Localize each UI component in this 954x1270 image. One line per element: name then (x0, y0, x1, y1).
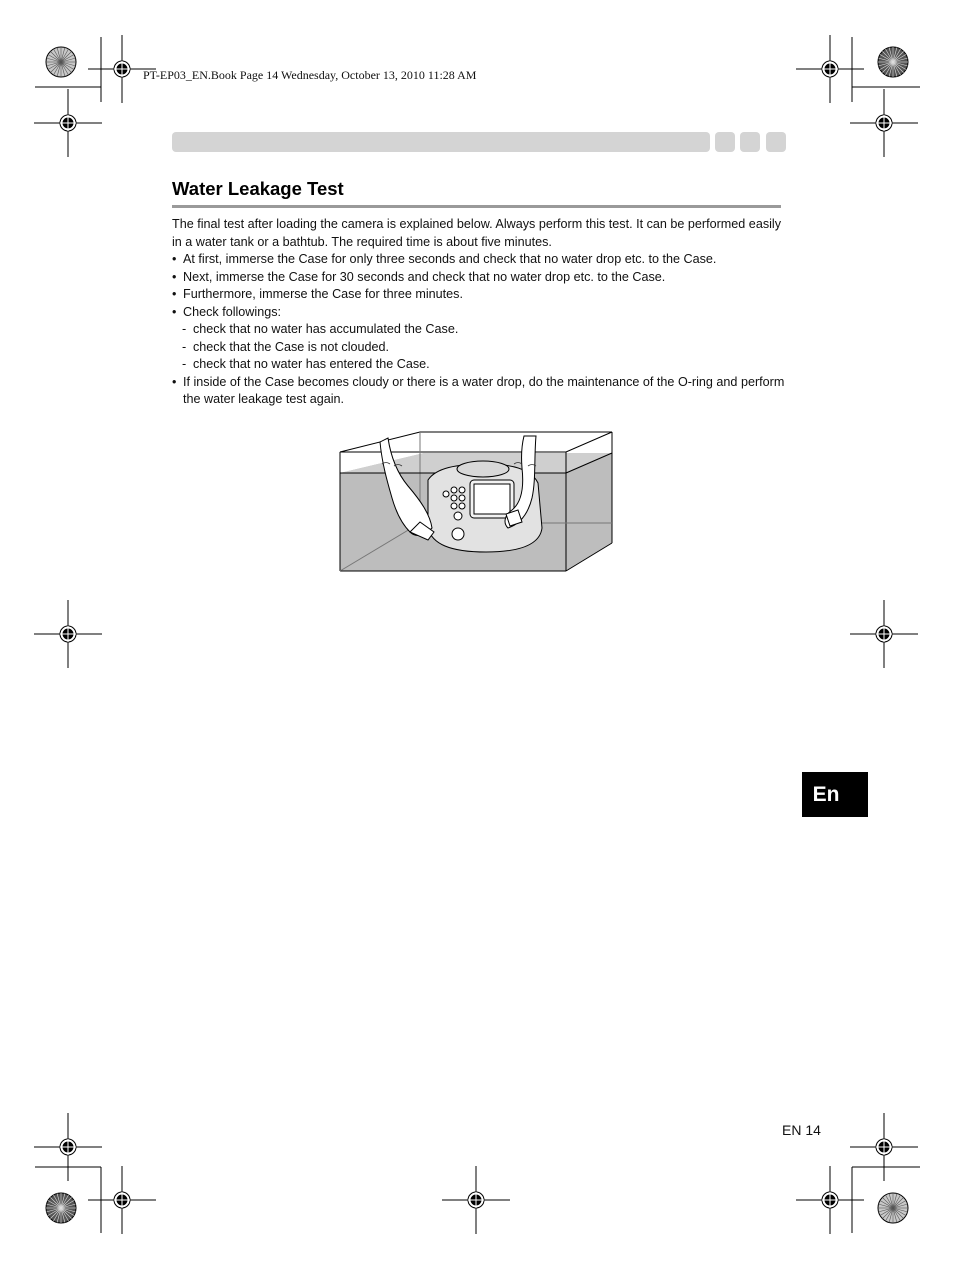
header-band-tab-2 (740, 132, 760, 152)
dash: - (182, 339, 187, 354)
check-text: check that no water has accumulated the Case. (193, 322, 459, 336)
registration-mark (34, 1113, 102, 1181)
bullet: • (172, 304, 177, 319)
sub-list-item (172, 321, 792, 339)
registration-mark (34, 89, 102, 157)
check-text: check that the Case is not clouded. (193, 339, 390, 354)
print-header: PT-EP03_EN.Book Page 14 Wednesday, October 13, 2010 11:28 AM (143, 68, 477, 82)
header-band-tab-3 (766, 132, 786, 152)
print-rosette (878, 1193, 908, 1223)
registration-mark (34, 600, 102, 668)
sub-list-item (172, 339, 792, 357)
body-text (172, 216, 792, 409)
page-number: EN 14 (782, 1122, 821, 1138)
registration-mark (796, 35, 864, 103)
registration-mark (88, 1166, 156, 1234)
list-item (172, 286, 792, 304)
list-item (172, 251, 792, 269)
step-text: At first, immerse the Case for only three seconds and check that no water drop etc. to the Case. (183, 252, 717, 266)
print-rosette (878, 47, 908, 77)
registration-mark (796, 1166, 864, 1234)
section-title: Water Leakage Test (172, 178, 344, 199)
step-text: If inside of the Case becomes cloudy or there is a water drop, do the maintenance of the O-ring and perform the water leakage test again. (183, 374, 785, 406)
registration-mark (850, 1113, 918, 1181)
bullet: • (172, 374, 177, 389)
step-text: Check followings: (183, 304, 281, 319)
header-band-tab-1 (715, 132, 735, 152)
bullet: • (172, 287, 177, 301)
list-item (172, 304, 792, 322)
list-item (172, 269, 792, 287)
sub-list-item (172, 356, 792, 374)
registration-mark (442, 1166, 510, 1234)
registration-mark (850, 600, 918, 668)
dash: - (182, 322, 187, 336)
bullet: • (172, 269, 177, 284)
registration-mark (850, 89, 918, 157)
check-text: check that no water has entered the Case. (193, 357, 430, 371)
language-tab: En (802, 772, 868, 817)
dash: - (182, 357, 187, 371)
step-text: Next, immerse the Case for 30 seconds and check that no water drop etc. to the Case. (183, 269, 666, 284)
print-rosette (46, 1193, 76, 1223)
intro-paragraph: The final test after loading the camera is explained below. Always perform this test. It can be performed easily in a water tank or a bathtub. The required time is about five minutes. (172, 217, 782, 249)
print-rosette (46, 47, 76, 77)
title-underline (172, 205, 781, 208)
list-item (172, 374, 792, 409)
step-text: Furthermore, immerse the Case for three minutes. (183, 287, 463, 301)
bullet: • (172, 252, 177, 266)
header-band (172, 132, 710, 152)
water-tank-illustration (336, 428, 616, 576)
